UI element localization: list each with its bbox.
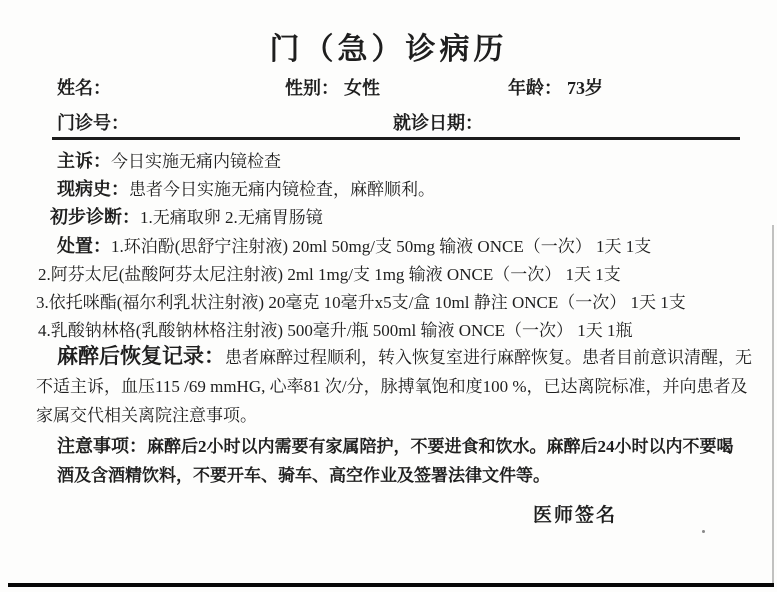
precautions-text: 麻醉后2小时以内需要有家属陪护，不要进食和饮水。麻醉后24小时以内不要喝酒及含酒精饮料，不要开车、骑车、高空作业及签署法律文件等。 xyxy=(57,437,734,485)
disposition-line-1 xyxy=(57,232,651,258)
age-label: 年龄： xyxy=(508,78,562,98)
age-value: 73岁 xyxy=(567,78,603,98)
visit-date-label: 就诊日期： xyxy=(393,113,483,133)
scan-artifact-dot xyxy=(702,530,705,533)
scan-right-edge xyxy=(772,225,774,585)
disposition-item-2: 2.阿芬太尼(盐酸阿芬太尼注射液) 2ml 1mg/支 1mg 输液 ONCE（一次） 1天 1支 xyxy=(38,265,621,284)
present-illness-line xyxy=(57,175,435,201)
header-divider xyxy=(52,137,740,140)
chief-complaint-line xyxy=(57,147,281,173)
preliminary-diagnosis-label: 初步诊断： xyxy=(50,207,140,227)
name-label: 姓名： xyxy=(57,78,111,98)
precautions-paragraph xyxy=(57,432,741,490)
name-field xyxy=(57,74,111,100)
gender-label: 性别： xyxy=(285,78,339,98)
clinic-no-field xyxy=(57,109,129,135)
gender-value: 女性 xyxy=(344,78,380,98)
disposition-item-4: 4.乳酸钠林格(乳酸钠林格注射液) 500毫升/瓶 500ml 输液 ONCE（一次） 1天 1瓶 xyxy=(38,321,633,340)
gender-field xyxy=(285,74,380,100)
present-illness-label: 现病史： xyxy=(57,179,129,199)
disposition-item-1: 1.环泊酚(思舒宁注射液) 20ml 50mg/支 50mg 输液 ONCE（一次） 1天 1支 xyxy=(111,237,652,256)
disposition-line-4 xyxy=(38,316,633,341)
recovery-record-paragraph xyxy=(36,342,752,430)
visit-date-field xyxy=(393,109,483,135)
present-illness-text: 患者今日实施无痛内镜检査，麻醉顺利。 xyxy=(129,180,435,199)
preliminary-diagnosis-line xyxy=(50,203,323,229)
recovery-record-label: 麻醉后恢复记录： xyxy=(57,344,225,368)
chief-complaint-label: 主诉： xyxy=(57,151,111,171)
disposition-item-3: 3.依托咪酯(福尔利乳状注射液) 20毫克 10毫升x5支/盒 10ml 静注 ONCE（一次） 1天 1支 xyxy=(36,293,686,312)
preliminary-diagnosis-text: 1.无痛取卵 2.无痛胃肠镜 xyxy=(140,208,323,227)
disposition-line-2 xyxy=(38,260,621,285)
disposition-label: 处置： xyxy=(57,236,111,256)
precautions-label: 注意事项： xyxy=(57,436,147,456)
page-title: 门（急）诊病历 xyxy=(269,33,508,66)
recovery-record-text: 患者麻醉过程顺利，转入恢复室进行麻醉恢复。患者目前意识清醒，无不适主诉，血压115 /69 mmHG, 心率81 次/分，脉搏氧饱和度100 %，已达离院标准，并向患者及家属交代相关离院注意事项。 xyxy=(36,348,752,425)
disposition-line-3 xyxy=(36,288,686,313)
physician-signature-label: 医师签名 xyxy=(533,505,618,526)
page-bottom-border xyxy=(8,583,774,587)
age-field xyxy=(508,74,603,100)
clinic-no-label: 门诊号： xyxy=(57,113,129,133)
chief-complaint-text: 今日实施无痛内镜检查 xyxy=(111,152,281,171)
